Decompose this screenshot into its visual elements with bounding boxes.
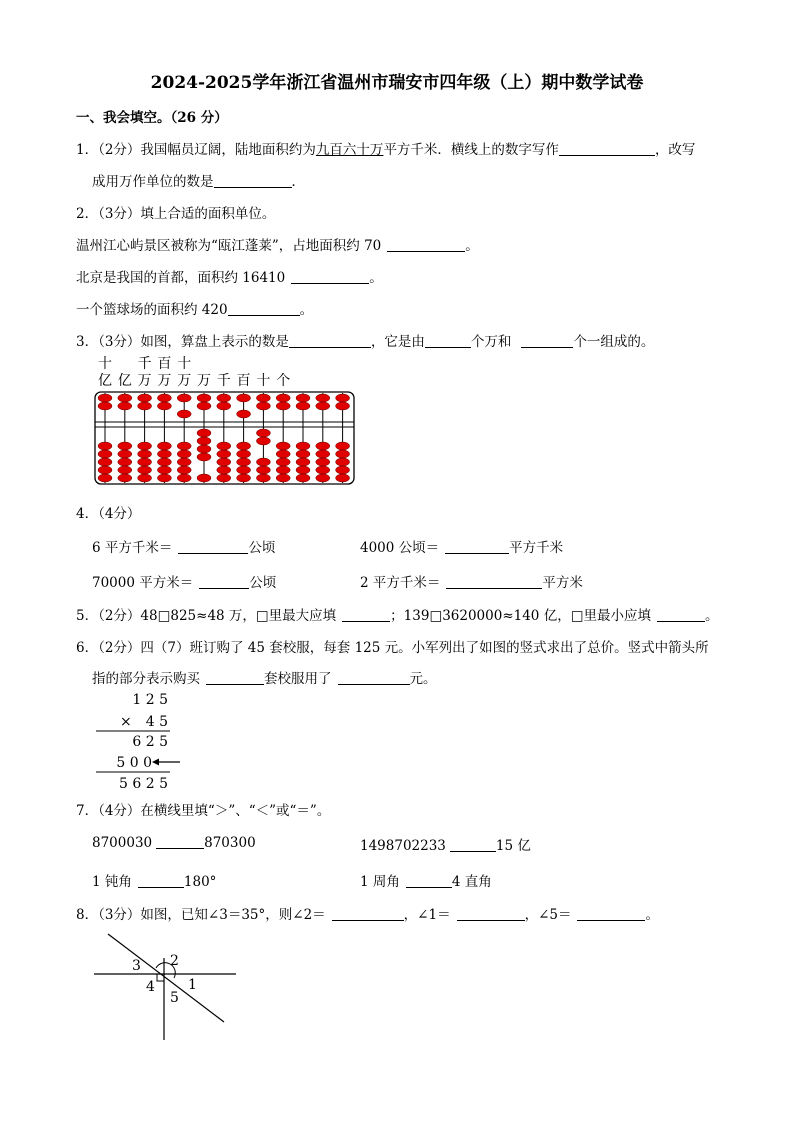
answer-blank[interactable] xyxy=(521,333,573,348)
answer-blank[interactable] xyxy=(445,539,509,554)
question-6-line1: 6．（2分）四（7）班订购了 45 套校服，每套 125 元。小军列出了如图的竖式求出了总价。竖式中箭头所 xyxy=(76,640,709,656)
answer-blank[interactable] xyxy=(291,269,369,284)
question-4-b2: 2 平方千米＝ 平方米 xyxy=(360,575,583,591)
abacus-bead xyxy=(256,394,270,402)
abacus-bead xyxy=(118,450,132,458)
abacus-bead xyxy=(256,474,270,482)
abacus-bead xyxy=(237,442,251,450)
question-2-item2: 北京是我国的首都，面积约 16410 。 xyxy=(76,270,383,286)
question-7-b2: 1 周角 4 直角 xyxy=(360,874,492,890)
abacus-place-label: 十 xyxy=(256,373,271,389)
question-6-line2: 指的部分表示购买 套校服用了 元。 xyxy=(92,671,437,687)
diagonal-line xyxy=(108,934,224,1022)
abacus-bead xyxy=(276,450,290,458)
abacus-bead xyxy=(276,402,290,410)
abacus-bead xyxy=(197,429,211,437)
abacus-bead xyxy=(177,458,191,466)
abacus-bead xyxy=(138,466,152,474)
abacus-bead xyxy=(98,394,112,402)
answer-blank[interactable] xyxy=(406,873,452,888)
abacus-bead xyxy=(177,394,191,402)
abacus-place-label-top: 十 xyxy=(177,356,192,372)
abacus-bead xyxy=(296,458,310,466)
abacus-place-label: 万 xyxy=(197,373,211,389)
abacus-bead xyxy=(217,394,231,402)
abacus-bead xyxy=(237,466,251,474)
answer-blank[interactable] xyxy=(338,670,410,685)
abacus-bead xyxy=(98,458,112,466)
abacus-bead xyxy=(118,402,132,410)
abacus-bead xyxy=(118,394,132,402)
abacus-bead xyxy=(217,442,231,450)
answer-blank[interactable] xyxy=(289,333,371,348)
angle-label-2: 2 xyxy=(170,953,179,969)
abacus-bead xyxy=(316,474,330,482)
abacus-bead xyxy=(276,466,290,474)
abacus-bead xyxy=(217,466,231,474)
abacus-bead xyxy=(217,402,231,410)
abacus-place-label: 百 xyxy=(236,373,251,389)
abacus-bead xyxy=(118,474,132,482)
abacus-bead xyxy=(118,442,132,450)
answer-blank[interactable] xyxy=(657,607,705,622)
abacus-bead xyxy=(177,442,191,450)
question-8: 8．（3分）如图，已知∠3＝35°，则∠2＝ ，∠1＝ ，∠5＝ 。 xyxy=(76,907,659,923)
abacus-bead xyxy=(316,466,330,474)
abacus-bead xyxy=(296,466,310,474)
abacus-bead xyxy=(296,474,310,482)
question-3: 3．（3分）如图，算盘上表示的数是 ，它是由 个万和 个一组成的。 xyxy=(76,334,655,350)
abacus-bead xyxy=(237,394,251,402)
abacus-bead xyxy=(256,429,270,437)
abacus-bead xyxy=(237,450,251,458)
abacus-place-label: 千 xyxy=(216,373,231,389)
abacus-bead xyxy=(296,442,310,450)
abacus-bead xyxy=(296,450,310,458)
abacus-bead xyxy=(98,474,112,482)
abacus-bead xyxy=(177,450,191,458)
abacus-bead xyxy=(336,466,350,474)
abacus-place-label: 亿 xyxy=(98,373,112,389)
answer-blank[interactable] xyxy=(332,906,404,921)
question-7-a1: 8700030 870300 xyxy=(92,835,256,851)
abacus-bead xyxy=(336,450,350,458)
answer-blank[interactable] xyxy=(214,173,292,188)
calc-line: 1 2 5 xyxy=(132,692,168,708)
abacus-bead xyxy=(336,474,350,482)
abacus-bead xyxy=(138,458,152,466)
abacus-bead xyxy=(98,442,112,450)
question-7-head: 7．（4分）在横线里填“＞”、“＜”或“＝”。 xyxy=(76,803,331,819)
abacus-bead xyxy=(197,402,211,410)
abacus-place-label-top: 十 xyxy=(98,356,112,372)
answer-blank[interactable] xyxy=(450,837,496,852)
answer-blank[interactable] xyxy=(156,834,204,849)
calc-line: 5 0 0 xyxy=(116,755,152,771)
abacus-bead xyxy=(157,466,171,474)
abacus-bead xyxy=(157,450,171,458)
abacus-figure xyxy=(88,350,368,486)
angle-label-3: 3 xyxy=(132,958,141,974)
question-4-b1: 70000 平方米＝ 公顷 xyxy=(92,575,277,591)
abacus-bead xyxy=(256,402,270,410)
abacus-bead xyxy=(336,458,350,466)
angle-figure xyxy=(90,928,240,1044)
abacus-bead xyxy=(316,402,330,410)
abacus-bead xyxy=(237,474,251,482)
abacus-bead xyxy=(316,442,330,450)
abacus-bead xyxy=(296,394,310,402)
answer-blank[interactable] xyxy=(559,141,655,156)
abacus-bead xyxy=(276,394,290,402)
answer-blank[interactable] xyxy=(457,906,525,921)
abacus-bead xyxy=(118,458,132,466)
underlined-number: 九百六十万 xyxy=(315,142,384,158)
abacus-bead xyxy=(276,458,290,466)
answer-blank[interactable] xyxy=(138,873,184,888)
abacus-bead xyxy=(237,410,251,418)
abacus-bead xyxy=(237,458,251,466)
abacus-place-label-top: 百 xyxy=(157,356,172,372)
angle-label-4: 4 xyxy=(146,979,155,995)
abacus-bead xyxy=(217,450,231,458)
answer-blank[interactable] xyxy=(199,574,249,589)
abacus-bead xyxy=(336,442,350,450)
calc-line: × 4 5 xyxy=(120,714,168,730)
abacus-place-label: 万 xyxy=(157,373,172,389)
question-4-head: 4．（4分） xyxy=(76,506,141,522)
angle-label-5: 5 xyxy=(170,990,179,1006)
question-2-item1: 温州江心屿景区被称为“瓯江蓬莱”，占地面积约 70 。 xyxy=(76,238,479,254)
question-1-line1: 1．（2分）我国幅员辽阔，陆地面积约为九百六十万平方千米．横线上的数字写作 ，改写 xyxy=(76,142,696,158)
question-1-line2: 成用万作单位的数是 ． xyxy=(92,174,305,190)
abacus-bead xyxy=(138,442,152,450)
abacus-bead xyxy=(197,474,211,482)
abacus-bead xyxy=(118,466,132,474)
abacus-place-label: 万 xyxy=(137,373,152,389)
answer-blank[interactable] xyxy=(206,670,264,685)
abacus-place-label-top: 千 xyxy=(137,356,152,372)
calc-line: 5 6 2 5 xyxy=(119,776,168,792)
abacus-bead xyxy=(256,437,270,445)
abacus-bead xyxy=(157,458,171,466)
abacus-bead xyxy=(276,474,290,482)
abacus-bead xyxy=(296,402,310,410)
abacus-bead xyxy=(197,394,211,402)
abacus-bead xyxy=(98,402,112,410)
angle-label-1: 1 xyxy=(188,977,197,993)
calc-line: 6 2 5 xyxy=(132,734,168,750)
question-5: 5．（2分）48□825≈48 万，□里最大应填 ；139□3620000≈140 亿，□里最小应填 。 xyxy=(76,608,719,624)
answer-blank[interactable] xyxy=(425,333,471,348)
vertical-multiplication xyxy=(92,686,192,792)
abacus-bead xyxy=(316,458,330,466)
abacus-bead xyxy=(336,394,350,402)
abacus-bead xyxy=(217,458,231,466)
abacus-bead xyxy=(157,402,171,410)
abacus-bead xyxy=(138,450,152,458)
abacus-bead xyxy=(177,466,191,474)
page-title: 2024-2025学年浙江省温州市瑞安市四年级（上）期中数学试卷 xyxy=(150,73,644,93)
abacus-bead xyxy=(138,394,152,402)
abacus-bead xyxy=(98,450,112,458)
abacus-bead xyxy=(157,474,171,482)
abacus-bead xyxy=(256,466,270,474)
abacus-bead xyxy=(157,442,171,450)
question-2-head: 2．（3分）填上合适的面积单位。 xyxy=(76,206,276,222)
abacus-bead xyxy=(177,410,191,418)
abacus-bead xyxy=(197,437,211,445)
abacus-bead xyxy=(197,445,211,453)
arrow-head-icon xyxy=(152,759,159,766)
abacus-bead xyxy=(276,442,290,450)
abacus-bead xyxy=(98,466,112,474)
question-4-a2: 4000 公顷＝ 平方千米 xyxy=(360,540,564,556)
abacus-bead xyxy=(157,394,171,402)
abacus-bead xyxy=(138,402,152,410)
abacus-bead xyxy=(256,458,270,466)
abacus-bead xyxy=(138,474,152,482)
answer-blank[interactable] xyxy=(446,574,542,589)
abacus-bead xyxy=(336,402,350,410)
question-4-a1: 6 平方千米＝ 公顷 xyxy=(92,540,276,556)
abacus-place-label: 亿 xyxy=(117,373,132,389)
abacus-bead xyxy=(316,394,330,402)
abacus-bead xyxy=(316,450,330,458)
abacus-bead xyxy=(197,453,211,461)
answer-blank[interactable] xyxy=(387,237,465,252)
question-2-item3: 一个篮球场的面积约 420 。 xyxy=(76,302,314,318)
abacus-place-label: 万 xyxy=(177,373,192,389)
answer-blank[interactable] xyxy=(228,301,300,316)
abacus-place-label: 个 xyxy=(276,373,291,389)
section-heading: 一、我会填空。（26 分） xyxy=(76,110,228,126)
abacus-bead xyxy=(217,474,231,482)
answer-blank[interactable] xyxy=(577,906,645,921)
answer-blank[interactable] xyxy=(342,607,390,622)
abacus-bead xyxy=(177,474,191,482)
question-7-b1: 1 钝角 180° xyxy=(92,874,217,890)
question-7-a2: 1498702233 15 亿 xyxy=(360,838,531,854)
answer-blank[interactable] xyxy=(178,539,248,554)
